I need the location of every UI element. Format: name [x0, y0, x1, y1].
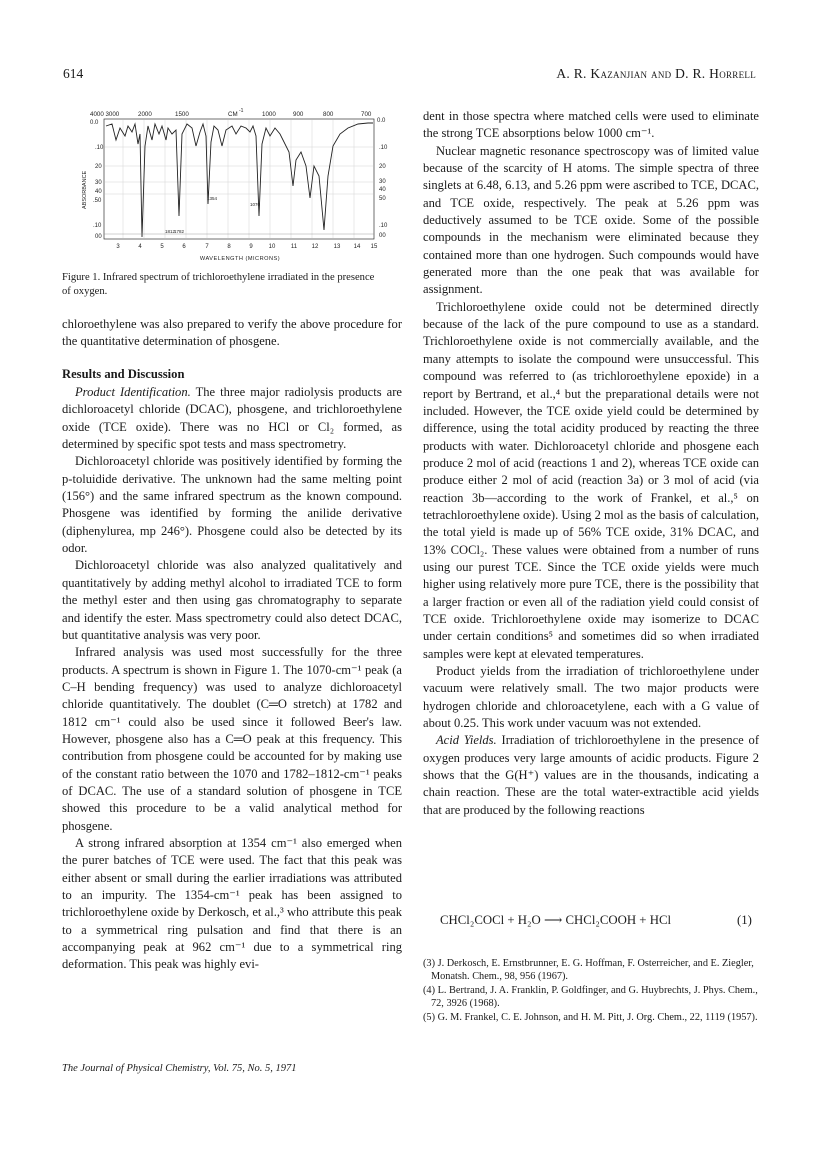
x-tick: 14 [353, 244, 361, 250]
reference-item: (5) G. M. Frankel, C. E. Johnson, and H. M. Pitt, J. Org. Chem., 22, 1119 (1957). [423, 1012, 758, 1023]
peak-label: 1354 [207, 196, 218, 201]
right-tick: 40 [379, 187, 386, 193]
running-head-authors: A. R. Kazanjian and D. R. Horrell [556, 66, 756, 81]
paragraph: Nuclear magnetic resonance spectroscopy was of limited value because of the scarcity of H atoms. The simple spectra of three singlets at 6.48, 6.13, and 5.26 ppm were ascribed to TCE, DCAC, and TCE oxide, respectively. The peak at 5.26 ppm was deductively assumed to be TCE oxide. Some of the possible compounds in the mechanism were eliminated because they contained more than one hydrogen. Such compounds would have generated more than the one peak that was available for assignment. [423, 143, 759, 297]
top-tick: 900 [293, 111, 304, 118]
left-tick: 0.0 [90, 120, 99, 126]
peak-label: 1812 [165, 229, 176, 234]
reference-item: (3) J. Derkosch, E. Ernstbrunner, E. G. Hoffman, F. Osterreicher, and E. Ziegler, Monatsh. Chem., 98, 956 (1967). [423, 958, 754, 982]
figure-1 [62, 106, 402, 268]
left-tick: .10 [93, 223, 102, 229]
x-tick: 5 [160, 244, 164, 250]
x-tick: 10 [268, 244, 276, 250]
x-tick: 4 [138, 244, 142, 250]
top-tick: 800 [323, 111, 334, 118]
subsection-lead: Product Identification. [75, 385, 191, 400]
left-tick: 00 [95, 234, 102, 240]
paragraph: A strong infrared absorption at 1354 cm⁻¹ also emerged when the purer batches of TCE were used. The fact that this peak was either absent or small during the earlier irradiations was attributed to an impurity. The 1354-cm⁻¹ peak has been assigned to trichloroethylene oxide by Derkosch, et al.,³ who attribute this peak to a symmetrical ring pulsation and find that there is an accompanying peak at 962 cm⁻¹ due to a symmetrical ring deformation. This peak was highly evi- [62, 835, 402, 972]
paragraph: Product Identification. The three major radiolysis products are dichloroacetyl chloride (DCAC), phosgene, and trichloroethylene oxide (TCE oxide). There was no HCl or Cl₂ formed, as determined by specific spot tests and mass spectrometry. [62, 385, 402, 452]
x-tick: 6 [182, 244, 186, 250]
journal-footer: The Journal of Physical Chemistry, Vol. 75, No. 5, 1971 [62, 1063, 297, 1074]
paragraph: Trichloroethylene oxide could not be determined directly because of the lack of the pure compound to use as a standard. Trichloroethylene oxide is not commercially available, and the many attempts to isolate the compound were unsuccessful. This compound was referred to (as trichloroethylene epoxide) in a report by Bertrand, et al.,⁴ but the preparational details were not included. However, the TCE oxide yield could be determined by difference, using the total acidity produced by reacting the three products with water. Dichloroacetyl chloride and phosgene each produce 2 mol of acid (reactions 1 and 2), whereas TCE oxide can produce either 2 mol of acid (reaction 3a) or 3 mol of acid (via reaction 3b—according to the work of Frankel, et al.,⁵ on tetrachloroethylene oxide). Using 2 mol as the basis of calculation, the total yield is made up of 56% TCE oxide, 31% DCAC, and 13% COCl₂. These values were obtained from a number of runs using our purest TCE. Since the TCE oxide yields were much higher using relatively more pure TCE, there is the possibility that a larger fraction or even all of the radiation yield could consist of TCE oxide. Trichloroethylene oxide may isomerize to DCAC under certain conditions⁵ and sometimes did so when irradiated samples were kept at elevated temperatures. [423, 299, 759, 661]
left-tick: .10 [95, 145, 104, 151]
x-tick: 15 [370, 244, 378, 250]
paragraph: Dichloroacetyl chloride was also analyzed qualitatively and quantitatively by adding methyl alcohol to irradiated TCE to form the methyl ester and then using gas chromatography to separate and identify the ester. Mass spectrometry could also detect DCAC, but quantitative analysis was very poor. [62, 558, 402, 642]
right-tick: 20 [379, 164, 386, 170]
equation-number: (1) [737, 913, 752, 927]
section-heading: Results and Discussion [62, 366, 185, 381]
page-number: 614 [63, 66, 84, 81]
subsection-lead: Acid Yields. [436, 733, 497, 748]
left-tick: .50 [93, 198, 102, 204]
paragraph: Dichloroacetyl chloride was positively identified by forming the p-toluidide derivative. The unknown had the same melting point (156°) and the same infrared spectrum as the known compound. Phosgene was identified by forming the anilide derivative (diphenylurea, mp 246°). Phosgene could also be detected by its odor. [62, 454, 402, 556]
right-tick: .10 [379, 223, 388, 229]
top-tick: 4000 3000 [90, 111, 120, 118]
right-tick: .10 [379, 145, 388, 151]
right-tick: 30 [379, 179, 386, 185]
x-tick: 13 [333, 244, 341, 250]
top-tick: CM [228, 111, 238, 118]
x-axis-label: WAVELENGTH (MICRONS) [199, 256, 281, 262]
ir-spectrum-plot [62, 106, 402, 268]
left-tick: 30 [95, 180, 102, 186]
paragraph: Acid Yields. Irradiation of trichloroethylene in the presence of oxygen produces very large amounts of acidic products. Figure 2 shows that the G(H⁺) values are in the thousands, indicating a chain reaction. These are the total water-extractible acid yields that are produced by the following reactions [423, 733, 759, 817]
top-tick: -1 [239, 108, 244, 114]
right-tick: 00 [379, 233, 386, 239]
x-tick: 7 [205, 244, 209, 250]
x-tick: 11 [290, 244, 298, 250]
right-tick: 0.0 [377, 118, 386, 124]
top-tick: 700 [361, 111, 372, 118]
references [423, 957, 759, 1025]
peak-label: 1070 [250, 202, 261, 207]
peak-label: 1782 [174, 229, 185, 234]
left-column [62, 316, 402, 974]
right-tick: 50 [379, 196, 386, 202]
x-tick: 8 [227, 244, 231, 250]
left-tick: 20 [95, 164, 102, 170]
x-tick: 9 [249, 244, 253, 250]
paragraph: Product yields from the irradiation of trichloroethylene under vacuum were relatively small. The two major products were hydrogen chloride and chloroacetylene, each with a G value of about 0.25. This work under vacuum was not extended. [423, 664, 759, 731]
x-tick: 12 [311, 244, 319, 250]
paragraph: chloroethylene was also prepared to verify the above procedure for the quantitative determination of phosgene. [62, 317, 402, 349]
paragraph: Infrared analysis was used most successfully for the three products. A spectrum is shown in Figure 1. The 1070-cm⁻¹ peak (a C–H bending frequency) was used to analyze dichloroacetyl chloride quantitatively. The doublet (C═O stretch) at 1782 and 1812 cm⁻¹ could also be used since it followed Beer's law. However, phosgene also has a C═O peak at this frequency. This contribution from phosgene could be accounted for by making use of the constant ratio between the 1070 and 1782–1812-cm⁻¹ peaks of DCAC. The use of a standard solution of phosgene in TCE showed this procedure to be a valid analytical method for phosgene. [62, 645, 402, 833]
left-tick: 40 [95, 189, 102, 195]
top-tick: 1500 [175, 111, 189, 118]
x-tick: 3 [116, 244, 120, 250]
y-axis-label: ABSORBANCE [82, 170, 88, 209]
equation-1: CHCl₂COCl + H₂O ⟶ CHCl₂COOH + HCl [440, 913, 672, 927]
top-tick: 1000 [262, 111, 276, 118]
paragraph: dent in those spectra where matched cells were used to eliminate the strong TCE absorptions below 1000 cm⁻¹. [423, 109, 759, 141]
right-column [423, 108, 759, 819]
figure-caption: Figure 1. Infrared spectrum of trichloroethylene irradiated in the presence of oxygen. [62, 272, 375, 297]
reference-item: (4) L. Bertrand, J. A. Franklin, P. Goldfinger, and G. Huybrechts, J. Phys. Chem., 72, 3926 (1968). [423, 985, 758, 1009]
top-tick: 2000 [138, 111, 152, 118]
